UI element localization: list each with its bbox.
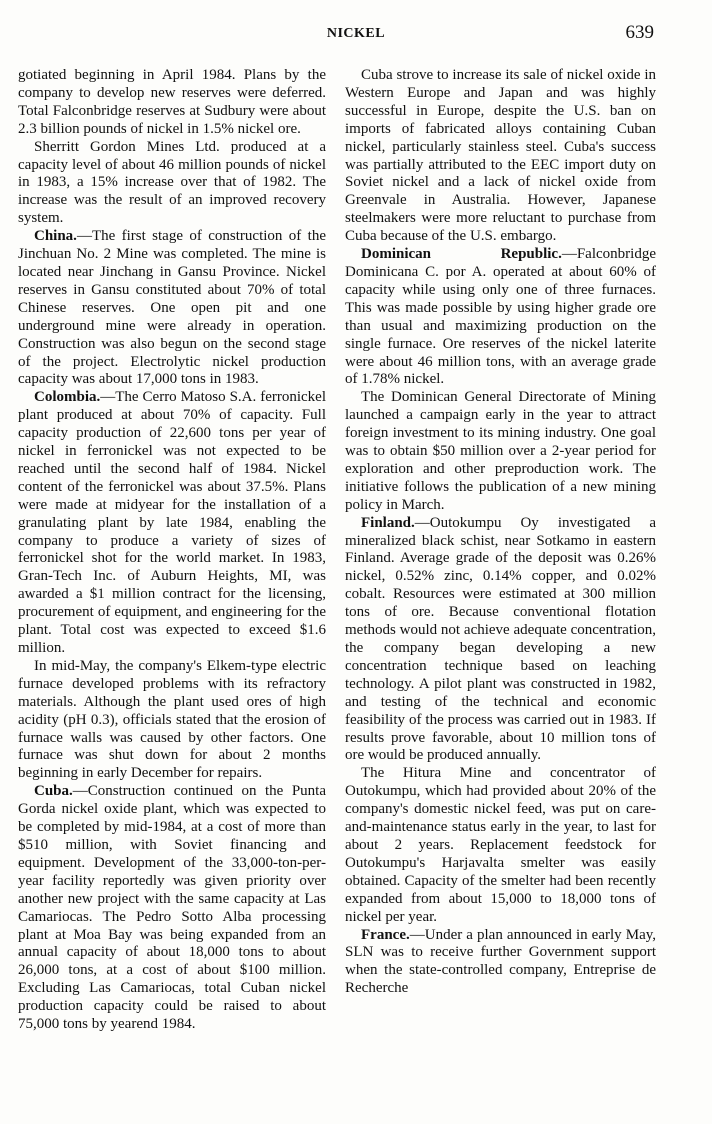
paragraph-elkem-furnace: In mid-May, the company's Elkem-type electric furnace developed problems with its refractory materials. Although the plant used ores of high acidity (pH 0.3), officials stated that the erosion of furnace walls was caused by other factors. One furnace was shut down for about 2 months beginning in early December for repairs. xyxy=(18,657,326,782)
text-dominican-republic: —Falconbridge Dominicana C. por A. operated at about 60% of capacity while using only one of three furnaces. This was made possible by using higher grade ore than usual and maximizing production on the single furnace. Ore reserves of the nickel laterite were about 46 million tons, with an average grade of 1.78% nickel. xyxy=(345,246,656,388)
heading-china: China. xyxy=(34,228,77,245)
heading-finland: Finland. xyxy=(361,514,415,531)
left-column xyxy=(18,67,326,1034)
right-column xyxy=(345,67,656,998)
paragraph-hitura-mine: The Hitura Mine and concentrator of Outokumpu, which had provided about 20% of the company's domestic nickel feed, was put on care-and-maintenance status early in the year, to last for about 2 years. Replacement feedstock for Outokumpu's Harjavalta smelter was easily obtained. Capacity of the smelter had been recently expanded from about 15,000 to 18,000 tons of nickel per year. xyxy=(345,765,656,925)
text-france: —Under a plan announced in early May, SLN was to receive further Government support when the state-controlled company, Entreprise de Recherche xyxy=(345,926,656,997)
paragraph-cuba xyxy=(18,783,326,1034)
paragraph-finland xyxy=(345,515,656,766)
heading-colombia: Colombia. xyxy=(34,389,101,406)
page-header xyxy=(0,22,712,46)
paragraph-sherritt-gordon: Sherritt Gordon Mines Ltd. produced at a capacity level of about 46 million pounds of nickel in 1983, a 15% increase over that of 1982. The increase was the result of an improved recovery system. xyxy=(18,138,326,227)
text-colombia: —The Cerro Matoso S.A. ferronickel plant produced at about 70% of capacity. Full capacity production of 22,600 tons per year of nickel in ferronickel was not expected to be reached until the second half of 1984. Nickel content of the ferronickel was about 37.5%. Plans were made at midyear for the installation of a granulating plant by late 1984, enabling the company to produce a variety of sizes of ferronickel shot for the world market. In 1983, Gran-Tech Inc. of Auburn Heights, MI, was awarded a $1 million contract for the licensing, procurement of equipment, and engineering for the plant. Total cost was expected to exceed $1.6 million. xyxy=(18,389,326,656)
text-china: —The first stage of construction of the Jinchuan No. 2 Mine was completed. The mine is located near Jinchang in Gansu Province. Nickel reserves in Gansu constituted about 70% of total Chinese reserves. One open pit and one underground mine were already in operation. Construction was also begun on the second stage of the project. Electrolytic nickel production capacity was about 17,000 tons in 1983. xyxy=(18,228,326,388)
text-finland: —Outokumpu Oy investigated a mineralized black schist, near Sotkamo in eastern Finland. Average grade of the deposit was 0.26% nickel, 0.52% zinc, 0.14% copper, and 0.02% cobalt. Resources were estimated at 300 million tons of ore. Because conventional flotation methods would not achieve adequate concentration, the company began developing a new concentration technique based on leaching technology. A pilot plant was constructed in 1982, and testing of the technical and economic feasibility of the process was carried out in 1983. If results prove favorable, about 10 million tons of ore would be produced annually. xyxy=(345,514,656,764)
heading-dominican-republic: Dominican Republic. xyxy=(361,246,562,263)
text-cuba: —Construction continued on the Punta Gorda nickel oxide plant, which was expected to be completed by mid-1984, at a cost of more than $510 million, with Soviet financing and equipment. Development of the 33,000-ton-per-year facility reportedly was given priority over another new project with the same capacity at Las Camariocas. The Pedro Sotto Alba processing plant at Moa Bay was being expanded from an annual capacity of about 18,000 tons to about 26,000 tons, at a cost of about $100 million. Excluding Las Camariocas, total Cuban nickel production capacity could be raised to about 75,000 tons by yearend 1984. xyxy=(18,783,326,1033)
heading-france: France. xyxy=(361,926,410,943)
paragraph-cuba-sales: Cuba strove to increase its sale of nickel oxide in Western Europe and Japan and was highly successful in Europe, despite the U.S. ban on imports of fabricated alloys containing Cuban nickel, particularly stainless steel. Cuba's success was partially attributed to the EEC import duty on Soviet nickel and a lack of nickel oxide from Greenvale in Australia. However, Japanese steelmakers were more reluctant to purchase from Cuba because of the U.S. embargo. xyxy=(345,67,656,245)
heading-cuba: Cuba. xyxy=(34,783,73,800)
paragraph-dominican-mining: The Dominican General Directorate of Mining launched a campaign early in the year to attract foreign investment to its mining industry. One goal was to obtain $50 million over a 2-year period for exploration and other preproduction work. The initiative follows the publication of a new mining policy in March. xyxy=(345,389,656,513)
paragraph-france xyxy=(345,927,656,999)
paragraph-falconbridge-reserves: gotiated beginning in April 1984. Plans by the company to develop new reserves were deferred. Total Falconbridge reserves at Sudbury were about 2.3 billion pounds of nickel in 1.5% nickel ore. xyxy=(18,67,326,137)
page-number: 639 xyxy=(625,22,654,43)
paragraph-colombia xyxy=(18,389,326,658)
paragraph-china xyxy=(18,228,326,389)
paragraph-dominican-republic xyxy=(345,246,656,389)
running-title: NICKEL xyxy=(326,26,386,41)
